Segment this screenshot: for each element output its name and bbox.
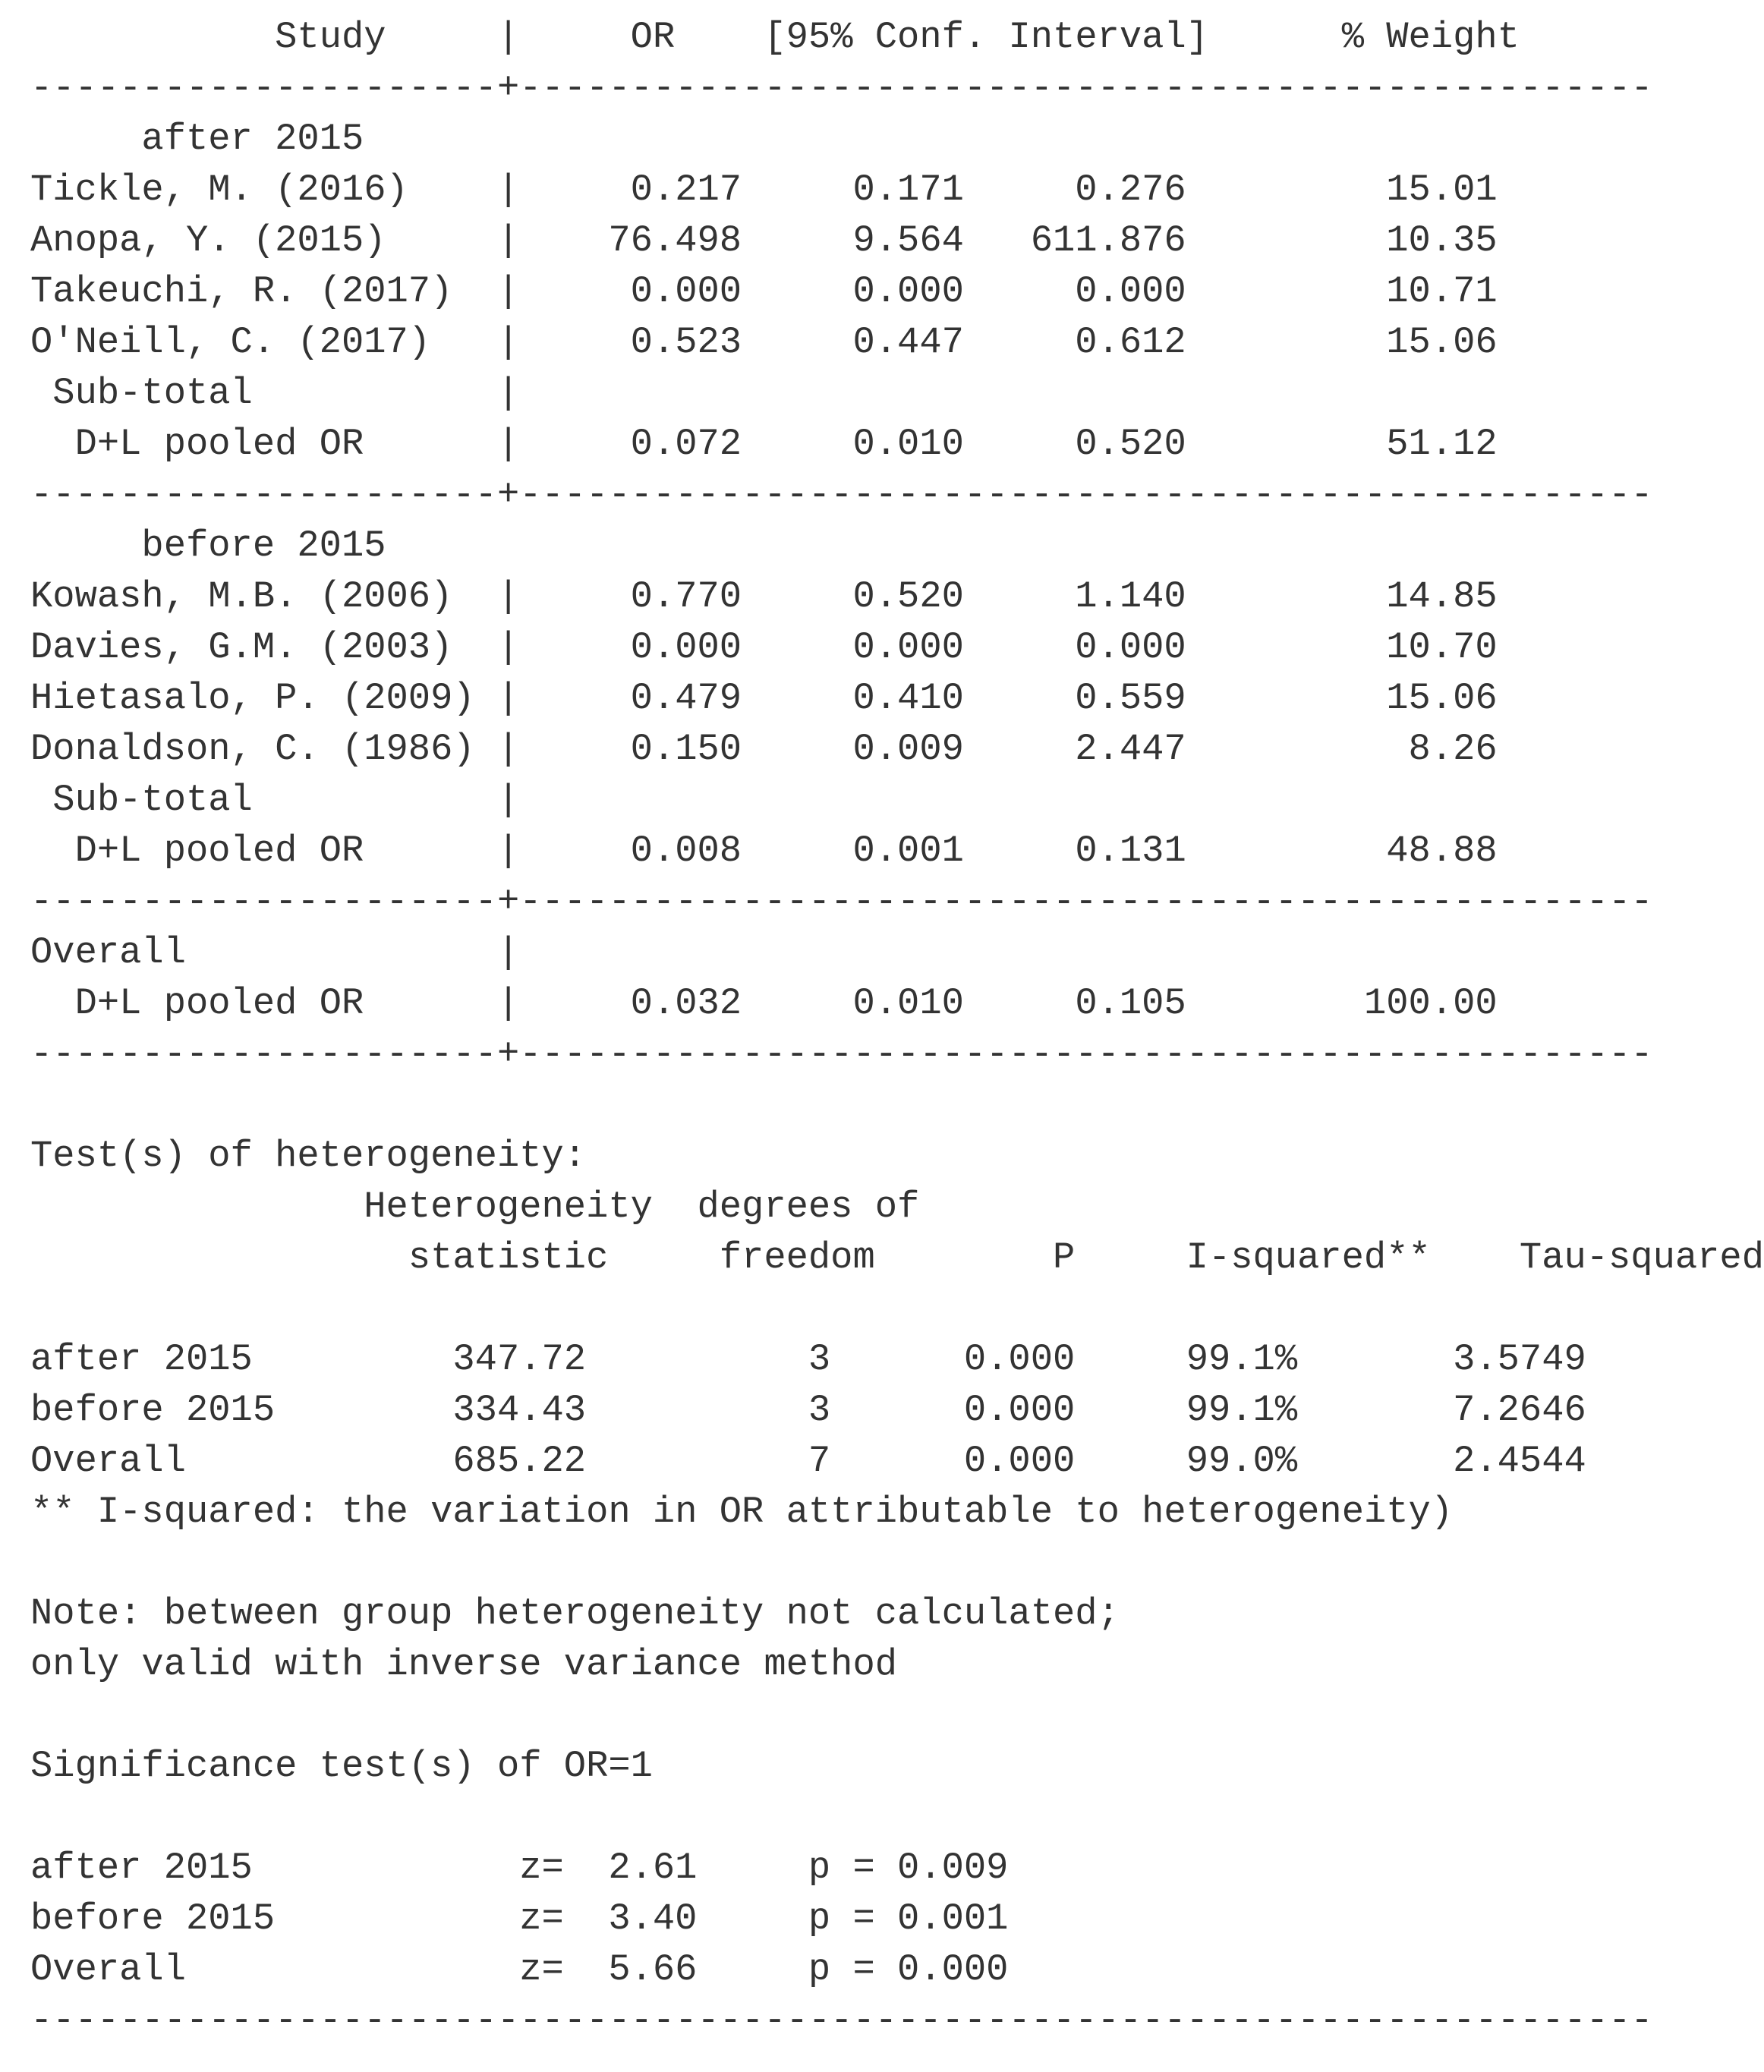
het-i2: 99.0% <box>1186 1440 1298 1482</box>
header-weight: % Weight <box>1341 16 1520 58</box>
row-label: Sub-total <box>52 372 253 414</box>
blank-line <box>30 1792 1764 1843</box>
note-text: Note: between group heterogeneity not calculated; <box>30 1592 1120 1635</box>
ci-upper: 611.876 <box>1030 219 1186 262</box>
section-title: Significance test(s) of OR=1 <box>30 1745 653 1787</box>
rule-line: ---------------------+--------------------------------------------------- <box>30 67 1653 109</box>
pooled-label: D+L pooled OR <box>74 982 364 1025</box>
group-label: before 2015 <box>141 524 386 567</box>
z-label: z= <box>519 1847 564 1889</box>
indent <box>30 1182 364 1233</box>
pooled-row <box>30 826 1764 877</box>
p-value: 0.009 <box>897 1847 1009 1889</box>
group-heading <box>30 521 1764 572</box>
column-separator: | <box>496 270 520 313</box>
study-name: Anopa, Y. (2015) <box>30 219 386 262</box>
or-value: 0.150 <box>630 728 742 770</box>
weight-value: 8.26 <box>1408 728 1498 770</box>
weight-value: 10.70 <box>1386 626 1498 669</box>
or-value: 0.032 <box>630 982 742 1025</box>
column-separator: | <box>496 372 520 414</box>
column-separator: | <box>496 575 520 618</box>
het-i2: 99.1% <box>1186 1338 1298 1381</box>
weight-value: 48.88 <box>1386 830 1498 872</box>
significance-title <box>30 1741 1764 1792</box>
or-value: 0.770 <box>630 575 742 618</box>
section-title: Test(s) of heterogeneity: <box>30 1135 587 1177</box>
header-stat: statistic <box>408 1236 609 1279</box>
column-separator: | <box>496 16 520 58</box>
footnote: ** I-squared: the variation in OR attributable to heterogeneity) <box>30 1491 1454 1533</box>
ci-lower: 0.010 <box>852 982 964 1025</box>
row-label: Overall <box>30 1440 186 1482</box>
heterogeneity-row <box>30 1334 1764 1385</box>
weight-value: 15.01 <box>1386 168 1498 211</box>
indent <box>30 419 75 470</box>
row-label: Overall <box>30 931 186 974</box>
indent <box>30 114 141 165</box>
ci-upper: 0.000 <box>1075 626 1186 669</box>
indent <box>875 1944 897 1995</box>
ci-lower: 0.000 <box>852 270 964 313</box>
note-text: only valid with inverse variance method <box>30 1643 898 1686</box>
ci-lower: 0.171 <box>852 168 964 211</box>
column-separator: | <box>496 830 520 872</box>
table-row <box>30 572 1764 622</box>
p-value: 0.000 <box>897 1948 1009 1991</box>
ci-lower: 9.564 <box>852 219 964 262</box>
z-value: 2.61 <box>608 1847 698 1889</box>
column-separator: | <box>496 168 520 211</box>
study-name: Kowash, M.B. (2006) <box>30 575 453 618</box>
overall-row <box>30 927 1764 978</box>
het-p: 0.000 <box>963 1440 1076 1482</box>
study-name: Takeuchi, R. (2017) <box>30 270 453 313</box>
row-label: after 2015 <box>30 1847 253 1889</box>
z-label: z= <box>519 1948 564 1991</box>
note-line <box>30 1589 1764 1639</box>
column-separator: | <box>496 321 520 364</box>
ci-lower: 0.009 <box>852 728 964 770</box>
heterogeneity-title <box>30 1131 1764 1182</box>
row-label: Overall <box>30 1948 186 1991</box>
study-name: Davies, G.M. (2003) <box>30 626 453 669</box>
column-separator: | <box>496 779 520 821</box>
row-label: after 2015 <box>30 1338 253 1381</box>
or-value: 0.008 <box>630 830 742 872</box>
group-heading <box>30 114 1764 165</box>
weight-value: 15.06 <box>1386 677 1498 720</box>
het-df: 7 <box>808 1440 831 1482</box>
het-p: 0.000 <box>963 1389 1076 1431</box>
het-stat: 334.43 <box>452 1389 587 1431</box>
weight-value: 10.71 <box>1386 270 1498 313</box>
ci-lower: 0.010 <box>852 423 964 465</box>
heterogeneity-row <box>30 1385 1764 1436</box>
indent <box>30 368 52 419</box>
row-label: Sub-total <box>52 779 253 821</box>
ci-lower: 0.520 <box>852 575 964 618</box>
header-stat: Heterogeneity <box>364 1186 653 1228</box>
column-separator: | <box>496 626 520 669</box>
table-row <box>30 673 1764 724</box>
rule-line: ---------------------+--------------------------------------------------- <box>30 1033 1653 1075</box>
ci-lower: 0.000 <box>852 626 964 669</box>
p-label: p = <box>808 1948 875 1991</box>
heterogeneity-header-2 <box>30 1233 1764 1283</box>
rule-line: ---------------------+--------------------------------------------------- <box>30 474 1653 516</box>
table-row <box>30 266 1764 317</box>
or-value: 0.479 <box>630 677 742 720</box>
study-name: Donaldson, C. (1986) <box>30 728 475 770</box>
row-label: before 2015 <box>30 1389 276 1431</box>
or-value: 0.000 <box>630 626 742 669</box>
table-row <box>30 622 1764 673</box>
indent <box>30 521 141 572</box>
ci-upper: 0.131 <box>1075 830 1186 872</box>
subtotal-row <box>30 368 1764 419</box>
indent <box>875 1894 897 1944</box>
column-separator: | <box>496 677 520 720</box>
het-stat: 685.22 <box>452 1440 587 1482</box>
header-df: degrees of <box>697 1186 920 1228</box>
heterogeneity-footnote <box>30 1487 1764 1538</box>
pooled-row <box>30 978 1764 1029</box>
column-separator: | <box>496 423 520 465</box>
pooled-row <box>30 419 1764 470</box>
weight-value: 10.35 <box>1386 219 1498 262</box>
header-df: freedom <box>719 1236 875 1279</box>
indent <box>697 1944 808 1995</box>
het-stat: 347.72 <box>452 1338 587 1381</box>
het-p: 0.000 <box>963 1338 1076 1381</box>
ci-upper: 0.559 <box>1075 677 1186 720</box>
column-separator: | <box>496 219 520 262</box>
header-study: Study <box>275 16 386 58</box>
blank-line <box>30 1080 1764 1131</box>
het-df: 3 <box>808 1389 831 1431</box>
indent <box>875 1843 897 1894</box>
heterogeneity-row <box>30 1436 1764 1487</box>
het-df: 3 <box>808 1338 831 1381</box>
het-tau2: 7.2646 <box>1453 1389 1586 1431</box>
significance-row <box>30 1894 1764 1944</box>
column-separator: | <box>496 982 520 1025</box>
ci-upper: 0.612 <box>1075 321 1186 364</box>
blank-line <box>30 1690 1764 1741</box>
het-tau2: 3.5749 <box>1453 1338 1586 1381</box>
table-header <box>30 12 1764 63</box>
z-label: z= <box>519 1897 564 1940</box>
or-value: 0.217 <box>630 168 742 211</box>
weight-value: 14.85 <box>1386 575 1498 618</box>
indent <box>30 826 75 877</box>
z-value: 5.66 <box>608 1948 698 1991</box>
header-p: P <box>1052 1236 1076 1279</box>
weight-value: 100.00 <box>1363 982 1498 1025</box>
column-separator: | <box>496 931 520 974</box>
indent <box>697 1894 808 1944</box>
indent <box>519 12 630 63</box>
study-name: Hietasalo, P. (2009) <box>30 677 475 720</box>
ci-upper: 0.000 <box>1075 270 1186 313</box>
weight-value: 15.06 <box>1386 321 1498 364</box>
significance-row <box>30 1944 1764 1995</box>
column-separator: | <box>496 728 520 770</box>
row-label: before 2015 <box>30 1897 276 1940</box>
table-row <box>30 317 1764 368</box>
p-label: p = <box>808 1847 875 1889</box>
p-label: p = <box>808 1897 875 1940</box>
blank-line <box>30 1538 1764 1589</box>
z-value: 3.40 <box>608 1897 698 1940</box>
rule-line: ---------------------+--------------------------------------------------- <box>30 880 1653 923</box>
stata-metan-output <box>30 12 1764 2046</box>
indent <box>30 978 75 1029</box>
ci-lower: 0.447 <box>852 321 964 364</box>
pooled-label: D+L pooled OR <box>74 830 364 872</box>
ci-upper: 0.105 <box>1075 982 1186 1025</box>
rule-line: ------------------------------------------------------------------------- <box>30 1999 1653 2042</box>
het-tau2: 2.4544 <box>1453 1440 1586 1482</box>
or-value: 0.523 <box>630 321 742 364</box>
heterogeneity-header-1 <box>30 1182 1764 1233</box>
indent <box>30 1233 408 1283</box>
header-i2: I-squared** <box>1186 1236 1431 1279</box>
header-tau2: Tau-squared <box>1519 1236 1764 1279</box>
or-value: 76.498 <box>608 219 742 262</box>
blank-line <box>30 1283 1764 1334</box>
subtotal-row <box>30 775 1764 826</box>
pooled-label: D+L pooled OR <box>74 423 364 465</box>
table-row <box>30 724 1764 775</box>
weight-value: 51.12 <box>1386 423 1498 465</box>
ci-lower: 0.001 <box>852 830 964 872</box>
study-name: Tickle, M. (2016) <box>30 168 408 211</box>
header-or: OR <box>630 16 676 58</box>
group-label: after 2015 <box>141 118 364 160</box>
ci-lower: 0.410 <box>852 677 964 720</box>
p-value: 0.001 <box>897 1897 1009 1940</box>
header-ci: [95% Conf. Interval] <box>764 16 1209 58</box>
indent <box>30 775 52 826</box>
indent <box>697 1843 808 1894</box>
or-value: 0.072 <box>630 423 742 465</box>
note-line <box>30 1639 1764 1690</box>
table-row <box>30 165 1764 216</box>
ci-upper: 1.140 <box>1075 575 1186 618</box>
or-value: 0.000 <box>630 270 742 313</box>
significance-row <box>30 1843 1764 1894</box>
ci-upper: 2.447 <box>1075 728 1186 770</box>
table-row <box>30 216 1764 266</box>
study-name: O'Neill, C. (2017) <box>30 321 431 364</box>
ci-upper: 0.276 <box>1075 168 1186 211</box>
indent <box>30 12 275 63</box>
ci-upper: 0.520 <box>1075 423 1186 465</box>
het-i2: 99.1% <box>1186 1389 1298 1431</box>
